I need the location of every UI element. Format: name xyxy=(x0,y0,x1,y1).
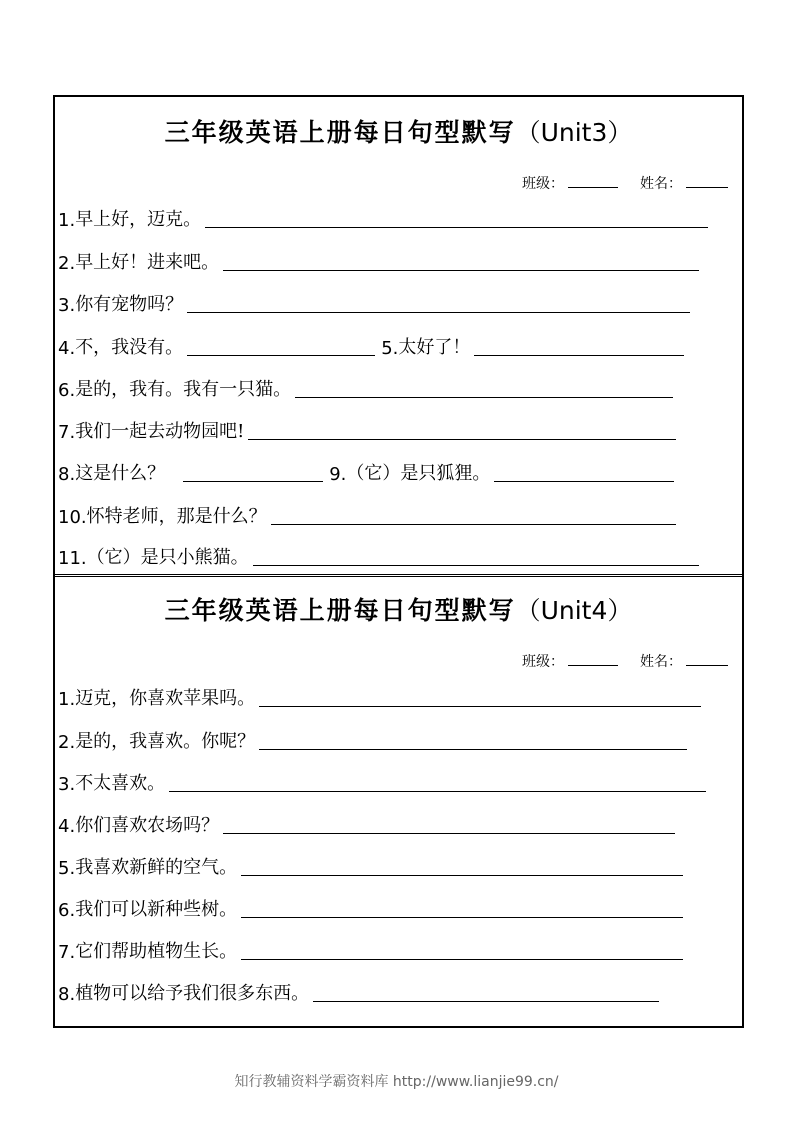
list-item xyxy=(58,941,683,963)
sheet-title xyxy=(55,591,742,627)
list-item xyxy=(58,463,674,485)
list-item xyxy=(58,857,683,879)
answer-line[interactable] xyxy=(241,874,683,876)
list-item xyxy=(58,688,701,710)
item-number: 6. xyxy=(58,380,76,401)
footer-watermark: 知行教辅资料学霸资料库 http://www.lianjie99.cn/ xyxy=(234,1074,559,1090)
title-text: 三年级英语上册每日句型默写 xyxy=(164,596,516,625)
item-number: 4. xyxy=(58,338,76,359)
item-number: 6. xyxy=(58,900,76,921)
item-text: 不，我没有。 xyxy=(75,337,184,358)
item-text: 早上好，迈克。 xyxy=(75,209,202,230)
unit-label: （Unit4） xyxy=(515,596,633,625)
answer-line[interactable] xyxy=(248,438,676,440)
answer-line[interactable] xyxy=(169,790,706,792)
item-number: 5. xyxy=(381,338,399,359)
list-item xyxy=(58,547,699,569)
title-text: 三年级英语上册每日句型默写 xyxy=(164,118,516,147)
item-text: 太好了！ xyxy=(398,337,471,358)
item-number: 5. xyxy=(58,858,76,879)
item-number: 3. xyxy=(58,774,76,795)
list-item xyxy=(58,773,706,795)
unit-label: （Unit3） xyxy=(515,118,633,147)
item-number: 9. xyxy=(329,464,347,485)
answer-line[interactable] xyxy=(205,226,708,228)
item-number: 4. xyxy=(58,816,76,837)
item-number: 7. xyxy=(58,422,76,443)
item-number: 8. xyxy=(58,464,76,485)
item-number: 11. xyxy=(58,548,87,569)
class-blank[interactable] xyxy=(568,173,618,188)
list-item xyxy=(58,421,676,443)
section-divider xyxy=(55,574,742,577)
item-text: 这是什么？ xyxy=(75,463,166,484)
answer-line[interactable] xyxy=(187,354,375,356)
item-number: 1. xyxy=(58,689,76,710)
item-text: 它们帮助植物生长。 xyxy=(75,941,238,962)
name-label: 姓名： xyxy=(640,654,682,670)
item-number: 2. xyxy=(58,253,76,274)
answer-line[interactable] xyxy=(271,523,676,525)
answer-line[interactable] xyxy=(241,958,683,960)
class-name-fields xyxy=(522,173,728,193)
item-number: 3. xyxy=(58,295,76,316)
answer-line[interactable] xyxy=(241,916,683,918)
item-text: 是的，我喜欢。你呢？ xyxy=(75,731,256,752)
list-item xyxy=(58,294,690,316)
item-text: 怀特老师，那是什么？ xyxy=(86,506,267,527)
item-number: 2. xyxy=(58,732,76,753)
item-text: 你们喜欢农场吗？ xyxy=(75,815,220,836)
answer-line[interactable] xyxy=(259,748,687,750)
item-text: 我们可以新种些树。 xyxy=(75,899,238,920)
name-blank[interactable] xyxy=(686,173,728,188)
item-number: 1. xyxy=(58,210,76,231)
list-item xyxy=(58,209,708,231)
item-text: 不太喜欢。 xyxy=(75,773,166,794)
sheet-title xyxy=(55,113,742,149)
item-number: 10. xyxy=(58,507,87,528)
answer-line[interactable] xyxy=(223,832,675,834)
list-item xyxy=(58,983,659,1005)
name-blank[interactable] xyxy=(686,651,728,666)
item-text: 植物可以给予我们很多东西。 xyxy=(75,983,310,1004)
item-text: 我们一起去动物园吧! xyxy=(75,421,245,442)
item-text: （它）是只狐狸。 xyxy=(346,463,491,484)
item-text: （它）是只小熊猫。 xyxy=(86,547,249,568)
list-item xyxy=(58,337,684,359)
answer-line[interactable] xyxy=(187,311,690,313)
class-label: 班级： xyxy=(522,654,564,670)
list-item xyxy=(58,252,699,274)
class-name-fields xyxy=(522,651,728,671)
class-label: 班级： xyxy=(522,176,564,192)
list-item xyxy=(58,379,673,401)
item-number: 8. xyxy=(58,984,76,1005)
name-label: 姓名： xyxy=(640,176,682,192)
worksheet-frame xyxy=(53,95,744,1028)
list-item xyxy=(58,899,683,921)
answer-line[interactable] xyxy=(183,480,323,482)
item-text: 早上好！进来吧。 xyxy=(75,252,220,273)
answer-line[interactable] xyxy=(253,564,699,566)
item-text: 迈克，你喜欢苹果吗。 xyxy=(75,688,256,709)
class-blank[interactable] xyxy=(568,651,618,666)
answer-line[interactable] xyxy=(313,1000,659,1002)
item-text: 我喜欢新鲜的空气。 xyxy=(75,857,238,878)
list-item xyxy=(58,506,676,528)
item-number: 7. xyxy=(58,942,76,963)
answer-line[interactable] xyxy=(223,269,699,271)
answer-line[interactable] xyxy=(494,480,674,482)
list-item xyxy=(58,815,675,837)
item-text: 是的，我有。我有一只猫。 xyxy=(75,379,292,400)
answer-line[interactable] xyxy=(474,354,684,356)
answer-line[interactable] xyxy=(259,705,701,707)
item-text: 你有宠物吗？ xyxy=(75,294,184,315)
list-item xyxy=(58,731,687,753)
answer-line[interactable] xyxy=(295,396,673,398)
